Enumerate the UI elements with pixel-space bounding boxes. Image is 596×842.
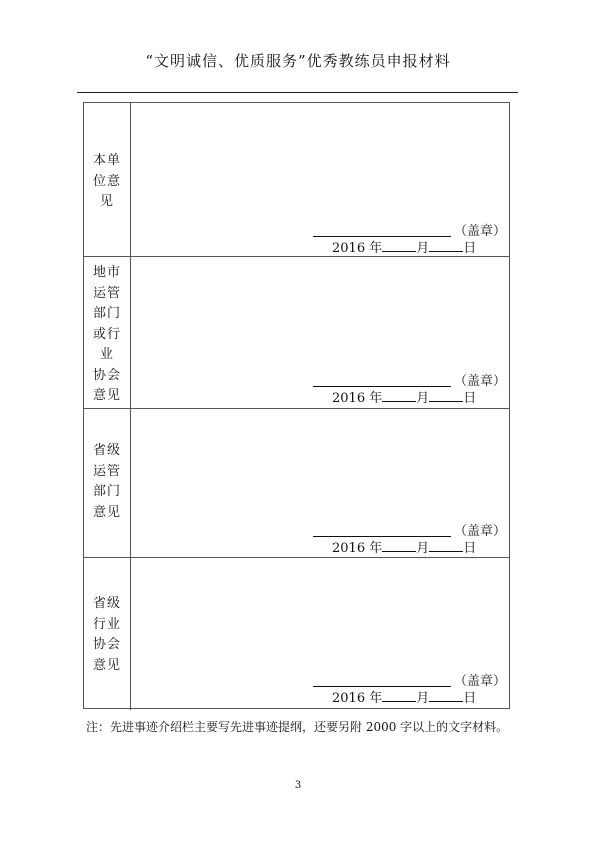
label-line: 协会 xyxy=(92,637,121,652)
date-month-label: 月 xyxy=(416,541,430,556)
row-label xyxy=(90,151,124,213)
date-month-label: 月 xyxy=(416,241,430,256)
date-line xyxy=(332,537,476,556)
label-line: 意见 xyxy=(92,657,121,673)
date-year: 2016 年 xyxy=(332,541,383,556)
label-line: 意见 xyxy=(92,504,121,520)
label-line: 协会 xyxy=(92,367,121,383)
date-line xyxy=(332,687,476,706)
date-day-label: 日 xyxy=(463,691,477,706)
row-label-cell xyxy=(84,103,131,256)
date-line xyxy=(332,237,476,256)
date-month-label: 月 xyxy=(416,691,430,706)
label-line: 或行 xyxy=(92,326,121,342)
label-line: 运管 xyxy=(92,285,121,301)
page-number: 3 xyxy=(294,780,302,791)
date-year: 2016 年 xyxy=(332,241,383,256)
label-line: 见 xyxy=(99,194,114,209)
label-line: 部门 xyxy=(92,484,121,499)
date-day-label: 日 xyxy=(463,391,477,406)
label-line: 部门 xyxy=(92,306,121,321)
label-line: 位意 xyxy=(92,173,121,189)
row-label-cell xyxy=(84,558,131,710)
date-day-label: 日 xyxy=(463,241,477,256)
label-line: 省级 xyxy=(92,443,121,458)
month-blank[interactable] xyxy=(382,239,416,252)
date-month-label: 月 xyxy=(416,391,430,406)
month-blank[interactable] xyxy=(382,539,416,552)
day-blank[interactable] xyxy=(429,239,463,252)
label-line: 意见 xyxy=(92,388,121,403)
date-year: 2016 年 xyxy=(332,391,383,406)
opinion-row-unit xyxy=(84,103,509,257)
date-year: 2016 年 xyxy=(332,691,383,706)
day-blank[interactable] xyxy=(429,389,463,402)
seal-label: （盖章） xyxy=(454,674,507,689)
seal-label: （盖章） xyxy=(454,374,507,389)
row-label-cell xyxy=(84,257,131,408)
row-label-cell xyxy=(84,409,131,557)
label-line: 地市 xyxy=(92,265,121,280)
footnote: 注：先进事迹介绍栏主要写先进事迹提纲，还要另附 2000 字以上的文字材料。 xyxy=(86,720,509,734)
approval-form-table xyxy=(83,102,510,709)
header-divider xyxy=(77,92,518,93)
month-blank[interactable] xyxy=(382,689,416,702)
label-line: 省级 xyxy=(92,596,121,611)
opinion-row-provincial-transport xyxy=(84,409,509,558)
row-label xyxy=(90,441,124,523)
opinion-row-city xyxy=(84,257,509,409)
label-line: 运管 xyxy=(92,463,121,479)
row-label xyxy=(90,263,124,407)
page-header-title: “文明诚信、优质服务”优秀教练员申报材料 xyxy=(145,52,451,70)
seal-label: （盖章） xyxy=(454,224,507,239)
date-line xyxy=(332,387,476,406)
month-blank[interactable] xyxy=(382,389,416,402)
label-line: 业 xyxy=(99,347,114,362)
day-blank[interactable] xyxy=(429,689,463,702)
date-day-label: 日 xyxy=(463,541,477,556)
label-line: 行业 xyxy=(92,616,121,632)
label-line: 本单 xyxy=(92,153,121,168)
seal-label: （盖章） xyxy=(454,524,507,539)
row-label xyxy=(90,594,124,676)
day-blank[interactable] xyxy=(429,539,463,552)
opinion-row-provincial-association xyxy=(84,558,509,710)
